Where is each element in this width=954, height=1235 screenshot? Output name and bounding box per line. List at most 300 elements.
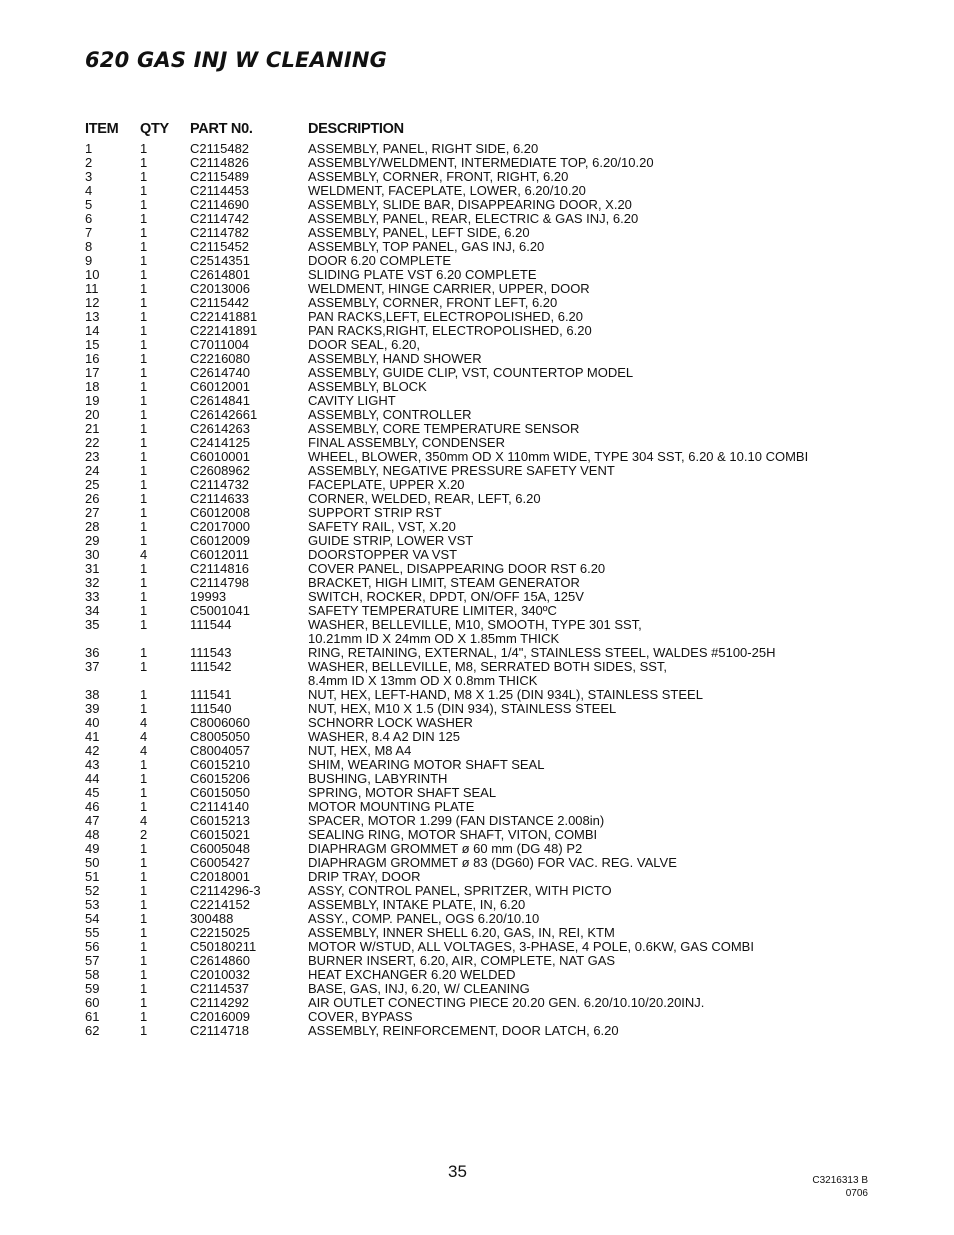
item-number: 45 bbox=[85, 785, 100, 800]
description-line: WHEEL, BLOWER, 350mm OD X 110mm WIDE, TYPE 304 SST, 6.20 & 10.10 COMBI bbox=[308, 449, 809, 464]
item-number: 6 bbox=[85, 211, 93, 226]
parts-row bbox=[0, 576, 954, 590]
part-number: C8005050 bbox=[190, 729, 250, 744]
item-number: 59 bbox=[85, 981, 100, 996]
description-line: SEALING RING, MOTOR SHAFT, VITON, COMBI bbox=[308, 827, 598, 842]
description-line: RING, RETAINING, EXTERNAL, 1/4", STAINLESS STEEL, WALDES #5100-25H bbox=[308, 645, 776, 660]
item-number: 15 bbox=[85, 337, 100, 352]
parts-row bbox=[0, 478, 954, 492]
description bbox=[308, 310, 583, 324]
quantity: 1 bbox=[140, 967, 148, 982]
quantity: 1 bbox=[140, 421, 148, 436]
part-number: C2115489 bbox=[190, 169, 250, 184]
parts-row bbox=[0, 786, 954, 800]
part-number: C2414125 bbox=[190, 435, 250, 450]
description bbox=[308, 590, 584, 604]
description-line: MOTOR W/STUD, ALL VOLTAGES, 3-PHASE, 4 POLE, 0.6KW, GAS COMBI bbox=[308, 939, 754, 954]
description-line: NUT, HEX, M10 X 1.5 (DIN 934), STAINLESS STEEL bbox=[308, 701, 617, 716]
description bbox=[308, 394, 396, 408]
description-line: DOORSTOPPER VA VST bbox=[308, 547, 458, 562]
item-number: 46 bbox=[85, 799, 100, 814]
description bbox=[308, 352, 482, 366]
item-number: 49 bbox=[85, 841, 100, 856]
quantity: 1 bbox=[140, 141, 148, 156]
quantity: 4 bbox=[140, 715, 148, 730]
description-line: WASHER, BELLEVILLE, M10, SMOOTH, TYPE 301 SST, bbox=[308, 617, 642, 632]
part-number: C2114292 bbox=[190, 995, 250, 1010]
quantity: 1 bbox=[140, 687, 148, 702]
quantity: 1 bbox=[140, 169, 148, 184]
parts-row bbox=[0, 268, 954, 282]
quantity: 1 bbox=[140, 337, 148, 352]
part-number: C2215025 bbox=[190, 925, 250, 940]
description-line: SPACER, MOTOR 1.299 (FAN DISTANCE 2.008in) bbox=[308, 813, 605, 828]
part-number: C6015050 bbox=[190, 785, 250, 800]
parts-row bbox=[0, 548, 954, 562]
description bbox=[308, 212, 638, 226]
column-header-item: ITEM bbox=[85, 121, 119, 137]
part-number: C2114140 bbox=[190, 799, 250, 814]
description bbox=[308, 436, 505, 450]
item-number: 24 bbox=[85, 463, 100, 478]
part-number: C2608962 bbox=[190, 463, 250, 478]
part-number: C2114718 bbox=[190, 1023, 250, 1038]
description bbox=[308, 548, 457, 562]
item-number: 53 bbox=[85, 897, 100, 912]
quantity: 1 bbox=[140, 785, 148, 800]
part-number: C2614263 bbox=[190, 421, 250, 436]
description bbox=[308, 366, 633, 380]
item-number: 51 bbox=[85, 869, 100, 884]
item-number: 54 bbox=[85, 911, 100, 926]
quantity: 1 bbox=[140, 449, 148, 464]
quantity: 1 bbox=[140, 197, 148, 212]
quantity: 4 bbox=[140, 729, 148, 744]
part-number: C2114296-3 bbox=[190, 883, 261, 898]
item-number: 1 bbox=[85, 141, 93, 156]
description bbox=[308, 688, 703, 702]
quantity: 1 bbox=[140, 211, 148, 226]
parts-row bbox=[0, 800, 954, 814]
description-line: FINAL ASSEMBLY, CONDENSER bbox=[308, 435, 505, 450]
item-number: 28 bbox=[85, 519, 100, 534]
item-number: 32 bbox=[85, 575, 100, 590]
description bbox=[308, 170, 568, 184]
part-number: C6012009 bbox=[190, 533, 250, 548]
quantity: 4 bbox=[140, 547, 148, 562]
description bbox=[308, 1024, 619, 1038]
description-line: ASSEMBLY, TOP PANEL, GAS INJ, 6.20 bbox=[308, 239, 545, 254]
part-number: 111543 bbox=[190, 645, 232, 660]
item-number: 37 bbox=[85, 659, 100, 674]
item-number: 62 bbox=[85, 1023, 100, 1038]
parts-row bbox=[0, 366, 954, 380]
quantity: 1 bbox=[140, 855, 148, 870]
quantity: 1 bbox=[140, 183, 148, 198]
description-line: BURNER INSERT, 6.20, AIR, COMPLETE, NAT GAS bbox=[308, 953, 616, 968]
part-number: C2018001 bbox=[190, 869, 250, 884]
parts-row bbox=[0, 198, 954, 212]
item-number: 47 bbox=[85, 813, 100, 828]
description-line: ASSEMBLY, PANEL, RIGHT SIDE, 6.20 bbox=[308, 141, 539, 156]
description bbox=[308, 464, 615, 478]
item-number: 52 bbox=[85, 883, 100, 898]
quantity: 1 bbox=[140, 953, 148, 968]
description bbox=[308, 716, 473, 730]
quantity: 1 bbox=[140, 379, 148, 394]
quantity: 1 bbox=[140, 351, 148, 366]
item-number: 22 bbox=[85, 435, 100, 450]
item-number: 5 bbox=[85, 197, 93, 212]
description bbox=[308, 562, 605, 576]
description-line: ASSEMBLY, CONTROLLER bbox=[308, 407, 472, 422]
parts-row bbox=[0, 590, 954, 604]
item-number: 10 bbox=[85, 267, 100, 282]
quantity: 1 bbox=[140, 939, 148, 954]
item-number: 18 bbox=[85, 379, 100, 394]
quantity: 1 bbox=[140, 869, 148, 884]
part-number: C2214152 bbox=[190, 897, 250, 912]
item-number: 19 bbox=[85, 393, 100, 408]
quantity: 1 bbox=[140, 323, 148, 338]
description-line: WASHER, BELLEVILLE, M8, SERRATED BOTH SIDES, SST, bbox=[308, 659, 668, 674]
quantity: 1 bbox=[140, 533, 148, 548]
part-number: C2114690 bbox=[190, 197, 250, 212]
parts-row bbox=[0, 618, 954, 646]
description-line: ASSEMBLY/WELDMENT, INTERMEDIATE TOP, 6.20/10.20 bbox=[308, 155, 654, 170]
parts-row bbox=[0, 282, 954, 296]
description bbox=[308, 142, 538, 156]
parts-row bbox=[0, 660, 954, 688]
quantity: 1 bbox=[140, 253, 148, 268]
part-number: C2114742 bbox=[190, 211, 250, 226]
parts-row bbox=[0, 744, 954, 758]
description-line: ASSY., COMP. PANEL, OGS 6.20/10.10 bbox=[308, 911, 540, 926]
item-number: 48 bbox=[85, 827, 100, 842]
parts-row bbox=[0, 884, 954, 898]
description-line: SPRING, MOTOR SHAFT SEAL bbox=[308, 785, 497, 800]
part-number: C2115442 bbox=[190, 295, 250, 310]
quantity: 1 bbox=[140, 925, 148, 940]
parts-row bbox=[0, 940, 954, 954]
parts-row bbox=[0, 562, 954, 576]
part-number: C2614841 bbox=[190, 393, 250, 408]
item-number: 41 bbox=[85, 729, 100, 744]
part-number: C2114826 bbox=[190, 155, 250, 170]
parts-row bbox=[0, 898, 954, 912]
item-number: 34 bbox=[85, 603, 100, 618]
description-line: ASSEMBLY, GUIDE CLIP, VST, COUNTERTOP MODEL bbox=[308, 365, 634, 380]
description-line: 10.21mm ID X 24mm OD X 1.85mm THICK bbox=[308, 631, 560, 646]
description-line: 8.4mm ID X 13mm OD X 0.8mm THICK bbox=[308, 673, 538, 688]
part-number: 111544 bbox=[190, 617, 232, 632]
column-header-qty: QTY bbox=[140, 121, 169, 137]
description-line: SAFETY RAIL, VST, X.20 bbox=[308, 519, 456, 534]
description-line: WASHER, 8.4 A2 DIN 125 bbox=[308, 729, 460, 744]
description bbox=[308, 814, 604, 828]
parts-row bbox=[0, 380, 954, 394]
parts-row bbox=[0, 422, 954, 436]
description bbox=[308, 730, 460, 744]
part-number: C6015213 bbox=[190, 813, 250, 828]
description-line: ASSEMBLY, CORNER, FRONT, RIGHT, 6.20 bbox=[308, 169, 569, 184]
quantity: 1 bbox=[140, 617, 148, 632]
description bbox=[308, 184, 586, 198]
parts-row bbox=[0, 814, 954, 828]
description bbox=[308, 422, 579, 436]
quantity: 1 bbox=[140, 701, 148, 716]
item-number: 58 bbox=[85, 967, 100, 982]
description bbox=[308, 408, 472, 422]
description-line: ASSEMBLY, CORNER, FRONT LEFT, 6.20 bbox=[308, 295, 558, 310]
part-number: C2114798 bbox=[190, 575, 250, 590]
description-line: DIAPHRAGM GROMMET ø 83 (DG60) FOR VAC. REG. VALVE bbox=[308, 855, 677, 870]
description bbox=[308, 380, 427, 394]
parts-row bbox=[0, 758, 954, 772]
description bbox=[308, 786, 496, 800]
description-line: PAN RACKS,RIGHT, ELECTROPOLISHED, 6.20 bbox=[308, 323, 592, 338]
column-header-part: PART N0. bbox=[190, 121, 253, 137]
item-number: 57 bbox=[85, 953, 100, 968]
parts-row bbox=[0, 436, 954, 450]
description bbox=[308, 604, 557, 618]
description-line: ASSEMBLY, INNER SHELL 6.20, GAS, IN, REI, KTM bbox=[308, 925, 615, 940]
description bbox=[308, 660, 667, 688]
description bbox=[308, 800, 474, 814]
parts-row bbox=[0, 646, 954, 660]
item-number: 29 bbox=[85, 533, 100, 548]
description bbox=[308, 744, 411, 758]
description-line: ASSEMBLY, CORE TEMPERATURE SENSOR bbox=[308, 421, 580, 436]
item-number: 40 bbox=[85, 715, 100, 730]
item-number: 16 bbox=[85, 351, 100, 366]
description bbox=[308, 338, 420, 352]
parts-list bbox=[0, 142, 954, 1038]
quantity: 1 bbox=[140, 463, 148, 478]
document-date: 0706 bbox=[845, 1188, 868, 1199]
quantity: 1 bbox=[140, 295, 148, 310]
description bbox=[308, 772, 447, 786]
description bbox=[308, 912, 539, 926]
description-line: WELDMENT, FACEPLATE, LOWER, 6.20/10.20 bbox=[308, 183, 586, 198]
quantity: 1 bbox=[140, 981, 148, 996]
part-number: C6005427 bbox=[190, 855, 250, 870]
description-line: ASSEMBLY, PANEL, REAR, ELECTRIC & GAS INJ, 6.20 bbox=[308, 211, 639, 226]
description-line: DIAPHRAGM GROMMET ø 60 mm (DG 48) P2 bbox=[308, 841, 583, 856]
document-reference bbox=[812, 1174, 868, 1200]
description-line: DRIP TRAY, DOOR bbox=[308, 869, 421, 884]
quantity: 1 bbox=[140, 477, 148, 492]
part-number: C6010001 bbox=[190, 449, 250, 464]
description-line: SWITCH, ROCKER, DPDT, ON/OFF 15A, 125V bbox=[308, 589, 584, 604]
part-number: C6015206 bbox=[190, 771, 250, 786]
quantity: 4 bbox=[140, 743, 148, 758]
description-line: SAFETY TEMPERATURE LIMITER, 340ºC bbox=[308, 603, 557, 618]
item-number: 20 bbox=[85, 407, 100, 422]
quantity: 1 bbox=[140, 757, 148, 772]
description-line: ASSEMBLY, INTAKE PLATE, IN, 6.20 bbox=[308, 897, 526, 912]
part-number: C8004057 bbox=[190, 743, 250, 758]
quantity: 1 bbox=[140, 995, 148, 1010]
part-number: 111542 bbox=[190, 659, 232, 674]
parts-row bbox=[0, 1010, 954, 1024]
part-number: C2114816 bbox=[190, 561, 250, 576]
item-number: 36 bbox=[85, 645, 100, 660]
parts-row bbox=[0, 996, 954, 1010]
description-line: COVER PANEL, DISAPPEARING DOOR RST 6.20 bbox=[308, 561, 606, 576]
parts-row bbox=[0, 730, 954, 744]
item-number: 13 bbox=[85, 309, 100, 324]
part-number: C5001041 bbox=[190, 603, 250, 618]
description bbox=[308, 226, 530, 240]
quantity: 1 bbox=[140, 225, 148, 240]
item-number: 50 bbox=[85, 855, 100, 870]
description-line: SLIDING PLATE VST 6.20 COMPLETE bbox=[308, 267, 537, 282]
description bbox=[308, 534, 473, 548]
quantity: 1 bbox=[140, 911, 148, 926]
parts-row bbox=[0, 492, 954, 506]
item-number: 3 bbox=[85, 169, 93, 184]
item-number: 8 bbox=[85, 239, 93, 254]
part-number: C2114453 bbox=[190, 183, 250, 198]
description-line: MOTOR MOUNTING PLATE bbox=[308, 799, 475, 814]
part-number: C6012008 bbox=[190, 505, 250, 520]
item-number: 35 bbox=[85, 617, 100, 632]
part-number: C6005048 bbox=[190, 841, 250, 856]
part-number: 111540 bbox=[190, 701, 232, 716]
description-line: BRACKET, HIGH LIMIT, STEAM GENERATOR bbox=[308, 575, 580, 590]
part-number: C22141881 bbox=[190, 309, 258, 324]
item-number: 12 bbox=[85, 295, 100, 310]
description bbox=[308, 898, 525, 912]
quantity: 1 bbox=[140, 407, 148, 422]
item-number: 33 bbox=[85, 589, 100, 604]
part-number: C22141891 bbox=[190, 323, 258, 338]
parts-row bbox=[0, 450, 954, 464]
parts-row bbox=[0, 870, 954, 884]
parts-row bbox=[0, 828, 954, 842]
description bbox=[308, 282, 590, 296]
part-number: C2614801 bbox=[190, 267, 250, 282]
part-number: C6012001 bbox=[190, 379, 250, 394]
description bbox=[308, 1010, 413, 1024]
quantity: 1 bbox=[140, 435, 148, 450]
quantity: 1 bbox=[140, 491, 148, 506]
item-number: 23 bbox=[85, 449, 100, 464]
part-number: C2013006 bbox=[190, 281, 250, 296]
parts-row bbox=[0, 254, 954, 268]
item-number: 43 bbox=[85, 757, 100, 772]
part-number: C2010032 bbox=[190, 967, 250, 982]
quantity: 1 bbox=[140, 1023, 148, 1038]
parts-row bbox=[0, 772, 954, 786]
parts-row bbox=[0, 142, 954, 156]
description-line: SCHNORR LOCK WASHER bbox=[308, 715, 473, 730]
item-number: 25 bbox=[85, 477, 100, 492]
item-number: 30 bbox=[85, 547, 100, 562]
description bbox=[308, 618, 642, 646]
page-number: 35 bbox=[448, 1162, 467, 1181]
description bbox=[308, 842, 582, 856]
quantity: 1 bbox=[140, 519, 148, 534]
quantity: 1 bbox=[140, 645, 148, 660]
description bbox=[308, 926, 615, 940]
item-number: 4 bbox=[85, 183, 93, 198]
parts-row bbox=[0, 1024, 954, 1038]
part-number: C2115482 bbox=[190, 141, 250, 156]
item-number: 17 bbox=[85, 365, 100, 380]
parts-row bbox=[0, 156, 954, 170]
description bbox=[308, 450, 808, 464]
description bbox=[308, 856, 677, 870]
item-number: 60 bbox=[85, 995, 100, 1010]
item-number: 11 bbox=[85, 281, 99, 296]
parts-row bbox=[0, 506, 954, 520]
parts-row bbox=[0, 534, 954, 548]
item-number: 26 bbox=[85, 491, 100, 506]
parts-row bbox=[0, 408, 954, 422]
parts-row bbox=[0, 310, 954, 324]
quantity: 1 bbox=[140, 281, 148, 296]
column-header-description: DESCRIPTION bbox=[308, 121, 404, 137]
description-line: ASSEMBLY, NEGATIVE PRESSURE SAFETY VENT bbox=[308, 463, 615, 478]
description-line: ASSY, CONTROL PANEL, SPRITZER, WITH PICTO bbox=[308, 883, 612, 898]
quantity: 1 bbox=[140, 897, 148, 912]
quantity: 1 bbox=[140, 1009, 148, 1024]
description-line: WELDMENT, HINGE CARRIER, UPPER, DOOR bbox=[308, 281, 590, 296]
description-line: ASSEMBLY, SLIDE BAR, DISAPPEARING DOOR, X.20 bbox=[308, 197, 632, 212]
part-number: C2016009 bbox=[190, 1009, 250, 1024]
part-number: C26142661 bbox=[190, 407, 258, 422]
part-number: C6015210 bbox=[190, 757, 250, 772]
parts-row bbox=[0, 324, 954, 338]
quantity: 1 bbox=[140, 505, 148, 520]
item-number: 44 bbox=[85, 771, 100, 786]
part-number: C2216080 bbox=[190, 351, 250, 366]
parts-row bbox=[0, 716, 954, 730]
description-line: FACEPLATE, UPPER X.20 bbox=[308, 477, 465, 492]
part-number: 19993 bbox=[190, 589, 227, 604]
item-number: 2 bbox=[85, 155, 93, 170]
description bbox=[308, 254, 451, 268]
part-number: C2017000 bbox=[190, 519, 250, 534]
quantity: 1 bbox=[140, 575, 148, 590]
description-line: NUT, HEX, M8 A4 bbox=[308, 743, 412, 758]
page-title: 620 GAS INJ W CLEANING bbox=[85, 48, 388, 72]
part-number: C6012011 bbox=[190, 547, 250, 562]
description bbox=[308, 506, 442, 520]
quantity: 1 bbox=[140, 155, 148, 170]
description-line: CORNER, WELDED, REAR, LEFT, 6.20 bbox=[308, 491, 541, 506]
item-number: 38 bbox=[85, 687, 100, 702]
parts-row bbox=[0, 842, 954, 856]
part-number: C2114633 bbox=[190, 491, 250, 506]
part-number: C2614740 bbox=[190, 365, 250, 380]
description-line: AIR OUTLET CONECTING PIECE 20.20 GEN. 6.20/10.10/20.20INJ. bbox=[308, 995, 705, 1010]
parts-row bbox=[0, 856, 954, 870]
part-number: C6015021 bbox=[190, 827, 250, 842]
document-code: C3216313 B bbox=[812, 1175, 868, 1186]
description-line: CAVITY LIGHT bbox=[308, 393, 396, 408]
quantity: 1 bbox=[140, 771, 148, 786]
description bbox=[308, 828, 597, 842]
description bbox=[308, 268, 537, 282]
description-line: COVER, BYPASS bbox=[308, 1009, 413, 1024]
description bbox=[308, 296, 557, 310]
description bbox=[308, 576, 580, 590]
parts-row bbox=[0, 296, 954, 310]
description-line: ASSEMBLY, PANEL, LEFT SIDE, 6.20 bbox=[308, 225, 530, 240]
